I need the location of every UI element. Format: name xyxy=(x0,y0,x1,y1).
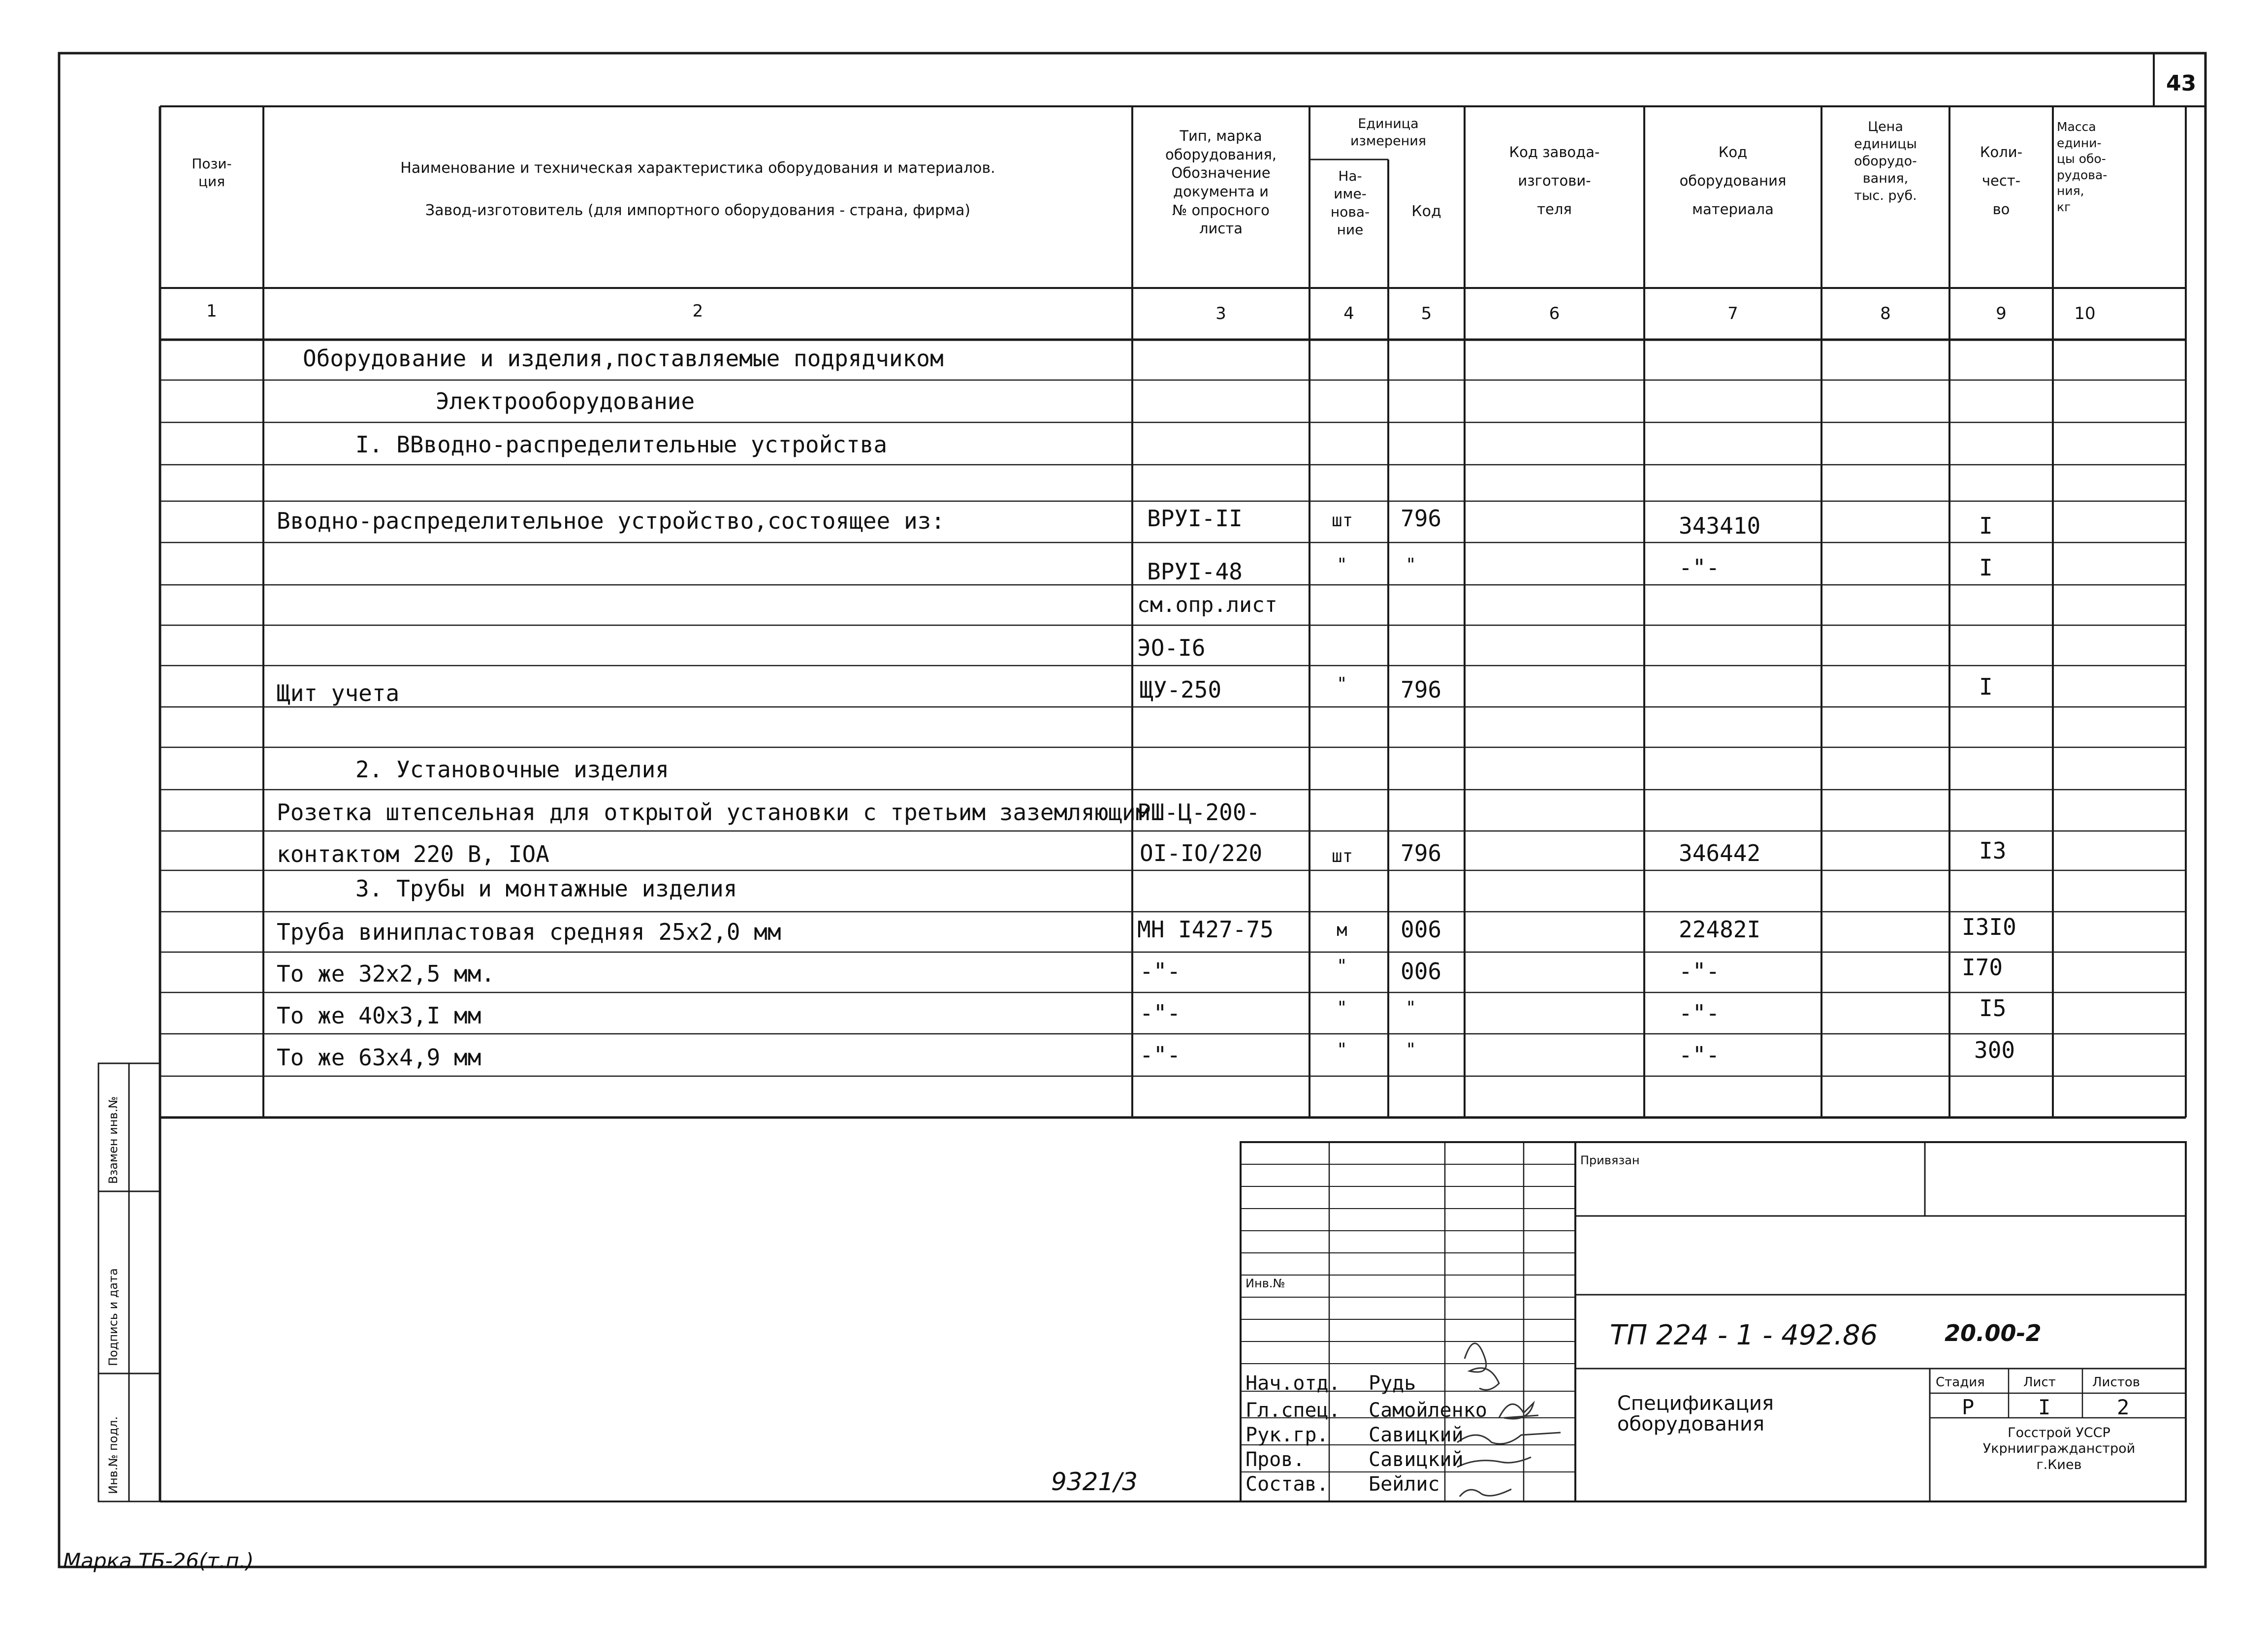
colnum-7: 7 xyxy=(1727,304,1738,323)
row-5-name: Вводно-распределительное устройство,состоящее из: xyxy=(277,508,945,534)
header-type: Тип, марка оборудования, Обозначение документа и № опросного листа xyxy=(1165,128,1277,237)
document-title: Спецификация оборудования xyxy=(1617,1392,1774,1436)
format-mark: Марка ТБ-26(т.п.) xyxy=(63,1549,254,1573)
row-12-type: РШ-Ц-200- xyxy=(1137,799,1260,826)
header-unit-name: На- име- нова- ние xyxy=(1330,168,1370,238)
signature-1 xyxy=(1465,1343,1499,1390)
row-13-qty: I3 xyxy=(1979,837,2007,864)
margin-replaced-inv: Взамен инв.№ xyxy=(106,1096,120,1184)
role-2: Гл.спец. xyxy=(1246,1399,1341,1422)
person-2: Самойленко xyxy=(1369,1399,1487,1422)
row-9-qty: I xyxy=(1979,673,1993,700)
colnum-2: 2 xyxy=(692,301,703,321)
row-2-name: Электрооборудование xyxy=(436,388,695,415)
row-18-eqcode: -"- xyxy=(1679,1042,1720,1068)
sheet-header: Лист xyxy=(2023,1375,2056,1390)
row-9-type: ЩУ-250 xyxy=(1140,676,1222,703)
signature-5 xyxy=(1460,1489,1511,1497)
header-unit-code: Код xyxy=(1411,203,1441,220)
row-3-name: I. ВВводно-распределительные устройства xyxy=(355,431,888,458)
row-5-code: 796 xyxy=(1401,505,1442,532)
row-17-code: " xyxy=(1406,998,1416,1018)
row-1-name: Оборудование и изделия,поставляемые подрядчиком xyxy=(303,345,944,372)
margin-inv-orig: Инв.№ подл. xyxy=(106,1416,120,1494)
organization: Госстрой УССР Укрниигражданстрой г.Киев xyxy=(1982,1425,2136,1472)
colnum-5: 5 xyxy=(1421,304,1432,323)
colnum-6: 6 xyxy=(1549,304,1560,323)
row-9-name: Щит учета xyxy=(277,680,400,706)
row-13-name: контактом 220 В, IOA xyxy=(277,841,549,867)
header-unit: Единица измерения xyxy=(1350,116,1427,149)
row-15-eqcode: 22482I xyxy=(1679,916,1761,943)
row-18-unit: " xyxy=(1337,1040,1347,1060)
colnum-10: 10 xyxy=(2074,304,2096,323)
header-name-line1: Наименование и техническая характеристика оборудования и материалов. xyxy=(400,160,995,177)
doc-code: ТП 224 - 1 - 492.86 xyxy=(1610,1319,1878,1351)
row-15-code: 006 xyxy=(1401,916,1442,943)
role-4: Пров. xyxy=(1246,1448,1305,1471)
colnum-1: 1 xyxy=(206,301,217,321)
row-18-name: То же 63х4,9 мм xyxy=(277,1044,481,1071)
row-17-qty: I5 xyxy=(1979,995,2007,1021)
colnum-3: 3 xyxy=(1215,304,1226,323)
document-number: 9321/3 xyxy=(1051,1468,1138,1496)
row-14-name: 3. Трубы и монтажные изделия xyxy=(355,875,737,902)
row-12-name: Розетка штепсельная для открытой установки с третьим заземляющим xyxy=(277,799,1150,826)
sheet-number: 43 xyxy=(2166,71,2197,96)
person-1: Рудь xyxy=(1369,1372,1416,1395)
row-18-code: " xyxy=(1406,1040,1416,1060)
header-price: Цена единицы оборудо- вания, тыс. руб. xyxy=(1854,119,1917,204)
role-5: Состав. xyxy=(1246,1473,1329,1496)
header-equipment-code: Код оборудования материала xyxy=(1679,144,1787,218)
row-13-code: 796 xyxy=(1401,840,1442,866)
header-name-line2: Завод-изготовитель (для импортного оборудования - страна, фирма) xyxy=(425,202,971,219)
row-17-unit: " xyxy=(1337,998,1347,1018)
row-15-name: Труба винипластовая средняя 25х2,0 мм xyxy=(277,919,781,945)
row-18-type: -"- xyxy=(1140,1042,1181,1068)
colnum-9: 9 xyxy=(1996,304,2007,323)
person-4: Савицкий xyxy=(1369,1448,1464,1471)
header-quantity: Коли- чест- во xyxy=(1980,144,2023,218)
row-6-type: ВРУI-48 xyxy=(1147,558,1243,585)
header-maker-code: Код завода- изготови- теля xyxy=(1509,144,1600,218)
colnum-4: 4 xyxy=(1343,304,1354,323)
stage-header: Стадия xyxy=(1936,1375,1985,1390)
role-3: Рук.гр. xyxy=(1246,1424,1329,1446)
row-16-type: -"- xyxy=(1140,958,1181,985)
colnum-8: 8 xyxy=(1880,304,1891,323)
header-mass: Масса едини- цы обо- рудова- ния, кг xyxy=(2057,120,2108,214)
row-8-type: ЭО-I6 xyxy=(1137,635,1206,661)
row-9-unit: " xyxy=(1337,674,1347,694)
stamp-inv: Инв.№ xyxy=(1246,1277,1285,1290)
row-13-unit: шт xyxy=(1332,846,1353,866)
signature-2 xyxy=(1499,1403,1538,1419)
signature-3 xyxy=(1457,1433,1561,1444)
row-15-unit: м xyxy=(1337,920,1347,940)
person-5: Бейлис xyxy=(1369,1473,1440,1496)
row-7-type: см.опр.лист xyxy=(1137,593,1278,617)
row-5-qty: I xyxy=(1979,512,1993,539)
stage-value: Р xyxy=(1962,1395,1975,1419)
row-16-code: 006 xyxy=(1401,958,1442,985)
row-17-type: -"- xyxy=(1140,1000,1181,1026)
row-5-type: ВРУI-II xyxy=(1147,505,1243,532)
sheet-code: 20.00-2 xyxy=(1945,1320,2042,1346)
row-17-name: То же 40х3,I мм xyxy=(277,1002,481,1029)
signature-4 xyxy=(1457,1457,1531,1467)
row-9-code: 796 xyxy=(1401,676,1442,703)
person-3: Савицкий xyxy=(1369,1424,1464,1446)
row-16-name: То же 32х2,5 мм. xyxy=(277,960,495,987)
row-6-code: " xyxy=(1406,555,1416,575)
row-6-eqcode: -"- xyxy=(1679,554,1720,581)
row-17-eqcode: -"- xyxy=(1679,1000,1720,1026)
row-15-type: МН I427-75 xyxy=(1137,916,1274,943)
row-16-eqcode: -"- xyxy=(1679,958,1720,985)
stamp-privyazan: Привязан xyxy=(1580,1153,1640,1167)
sheets-header: Листов xyxy=(2092,1375,2140,1390)
row-15-qty: I3I0 xyxy=(1962,914,2016,940)
role-1: Нач.отд. xyxy=(1246,1372,1341,1395)
row-11-name: 2. Установочные изделия xyxy=(355,756,669,783)
header-position: Пози- ция xyxy=(192,156,232,190)
row-5-unit: шт xyxy=(1332,511,1353,531)
row-13-type: OI-IO/220 xyxy=(1140,840,1263,866)
row-13-eqcode: 346442 xyxy=(1679,840,1761,866)
row-6-unit: " xyxy=(1337,555,1347,575)
row-16-unit: " xyxy=(1337,956,1347,976)
row-18-qty: 300 xyxy=(1974,1037,2015,1063)
row-5-eqcode: 343410 xyxy=(1679,512,1761,539)
row-6-qty: I xyxy=(1979,554,1993,581)
sheets-value: 2 xyxy=(2117,1395,2130,1419)
row-16-qty: I70 xyxy=(1962,954,2003,981)
margin-sign-date: Подпись и дата xyxy=(106,1268,120,1366)
sheet-value: I xyxy=(2038,1395,2051,1419)
